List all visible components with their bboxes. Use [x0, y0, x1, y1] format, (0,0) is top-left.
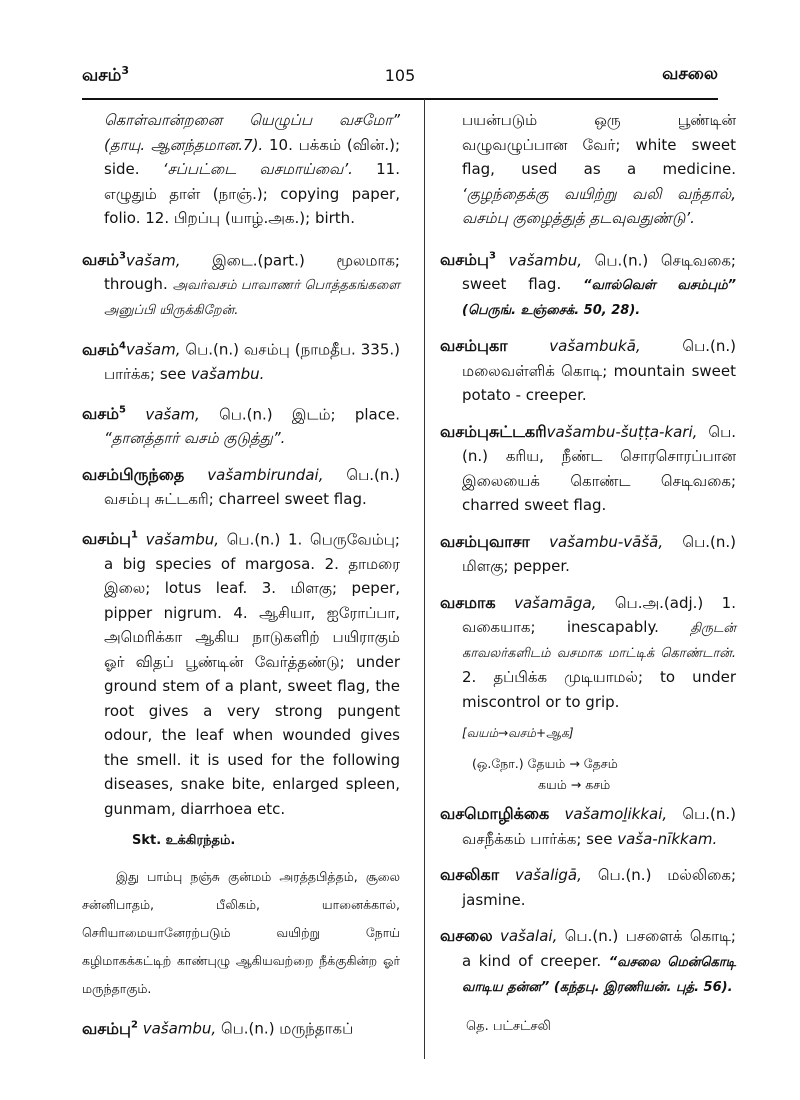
headword: வசம்பு$^3$	[440, 249, 496, 269]
headword: வசலை	[440, 926, 493, 946]
entry-vasambuka: வசம்புகா vašambukā, பெ.(n.) மலைவள்ளிக் கொடி; mountain sweet potato - creeper.	[440, 336, 736, 405]
comparison-line-1: (ஒ.நோ.) தேயம் → தேசம்	[472, 756, 618, 772]
entry-vasamozhikkai: வசமொழிக்கை vašamoḻikkai, பெ.(n.) வசநீக்கம் பார்க்க; see vaša-nīkkam.	[440, 804, 736, 848]
entry-vasambu-3: வசம்பு$^3$ vašambu, பெ.(n.) செடிவகை; sweet flag. “வால்வெள் வசம்பும்” (பெருங். உஞ்சைக். 50, 28).	[440, 249, 736, 319]
entry-vasam-3: வசம்$^3$vašam, இடை.(part.) மூலமாக; through. அவர்வசம் பாவாணர் பொத்தகங்களை அனுப்பி யிருக்கிறேன்.	[82, 249, 400, 319]
headword: வசலிகா	[440, 865, 500, 885]
headword: வசமொழிக்கை	[440, 804, 550, 824]
right-column	[440, 108, 736, 1035]
comparison-line-2: கயம் → கசம்	[538, 777, 611, 793]
column-divider	[424, 99, 425, 1059]
entry-vasambu-suttakari: வசம்புசுட்டகரிvašambu-šuṭṭa-kari, பெ.(n.) கரிய, நீண்ட சொரசொரப்பான இலையைக் கொண்ட செடிவகை; charred sweet flag.	[440, 421, 736, 515]
page-header	[82, 62, 718, 100]
entry-vasam-4: வசம்$^4$vašam, பெ.(n.) வசம்பு (நாமதீப. 335.) பார்க்க; see vašambu.	[82, 339, 400, 384]
entry-vasambu-vasa: வசம்புவாசா vašambu-vāšā, பெ.(n.) மிளகு; pepper.	[440, 531, 736, 576]
headword: வசம்$^4$	[82, 339, 127, 359]
entry-vasamaga: வசமாக vašamāga, பெ.அ.(adj.) 1. வகையாக; inescapably. திருடன் காவலர்களிடம் வசமாக மாட்டிக் கொண்டான். 2. தப்பிக்க முடியாமல்; to under miscontrol or to grip.	[440, 592, 736, 711]
source-note: தெ. பட்சட்சலி	[466, 1018, 551, 1034]
headword: வசம்புவாசா	[440, 531, 530, 551]
entry-vasambirundai: வசம்பிருந்தை vašambirundai, பெ.(n.) வசம்பு சுட்டகரி; charreel sweet flag.	[82, 464, 400, 509]
headword: வசம்புகா	[440, 336, 508, 356]
entry-vasambu-1: வசம்பு$^1$ vašambu, பெ.(n.) 1. பெருவேம்பு; a big species of margosa. 2. தாமரை இலை; lotus leaf. 3. மிளகு; peper, pipper nigrum. 4. ஆசியா, ஐரோப்பா, அமெரிக்கா ஆகிய நாடுகளிற் பயிராகும் ஓர் விதப் பூண்டின் வேர்த்தண்டு; under ground stem of a plant, sweet flag, the root gives a very strong pungent odour, the leaf when wounded gives the smell. it is used for the following diseases, snake bite, enlarged spleen, gunmam, diarrhoea etc.	[82, 529, 400, 818]
continued-entry: பயன்படும் ஒரு பூண்டின் வழுவழுப்பான வேர்; white sweet flag, used as a medicine. ‘குழந்தைக்கு வயிற்று வலி வந்தால், வசம்பு குழைத்துத் தடவுவதுண்டு’.	[462, 111, 736, 227]
headword: வசம்பிருந்தை	[82, 464, 185, 484]
entry-vasambu-2: வசம்பு$^2$ vašambu, பெ.(n.) மருந்தாகப்	[82, 1018, 354, 1038]
entry-vasaliga: வசலிகா vašaligā, பெ.(n.) மல்லிகை; jasmine.	[440, 865, 736, 909]
headword: வசம்பு$^2$	[82, 1018, 138, 1038]
entry-vasalai: வசலை vašalai, பெ.(n.) பசளைக் கொடி; a kind of creeper. “வசலை மென்கொடி வாடிய தன்ன” (கந்தபு. இரணியன். புத். 56).	[440, 926, 736, 995]
header-right-guideword: வசலை	[662, 64, 718, 84]
left-column	[82, 108, 400, 1053]
page-number: 105	[384, 66, 416, 85]
entry-vasam-5: வசம்$^5$ vašam, பெ.(n.) இடம்; place. “தானத்தார் வசம் குடுத்து”.	[82, 403, 400, 448]
headword: வசம்புசுட்டகரி	[440, 421, 547, 441]
usage-paragraph: இது பாம்பு நஞ்சு குன்மம் அரத்தபித்தம், சூலை சன்னிபாதம், பீலிகம், யானைக்கால், செரியாமையானேரற்படும் வயிற்று நோய் கழிமாகக்கட்டிற் காண்புழு ஆகியவற்றை நீக்குகின்ற ஓர் மருந்தாகும்.	[82, 869, 400, 997]
headword: வசமாக	[440, 592, 496, 612]
continued-entry: கொள்வான்றனை யெழுப்ப வசமோ” (தாயு. ஆனந்தமான.7). 10. பக்கம் (வின்.); side. ‘சப்பட்டை வசமாய்வை’. 11. எழுதும் தாள் (நாஞ்.); copying paper, folio. 12. பிறப்பு (யாழ்.அக.); birth.	[104, 111, 400, 227]
headword: வசம்பு$^1$	[82, 529, 138, 549]
headword: வசம்$^3$	[82, 249, 127, 269]
sanskrit-note: Skt. உக்கிரந்தம்.	[132, 833, 236, 849]
etymology-note: [வயம்→வசம்+ஆக]	[462, 726, 574, 741]
headword: வசம்$^5$	[82, 403, 127, 423]
header-left-guideword: வசம்$^3$	[82, 64, 130, 86]
